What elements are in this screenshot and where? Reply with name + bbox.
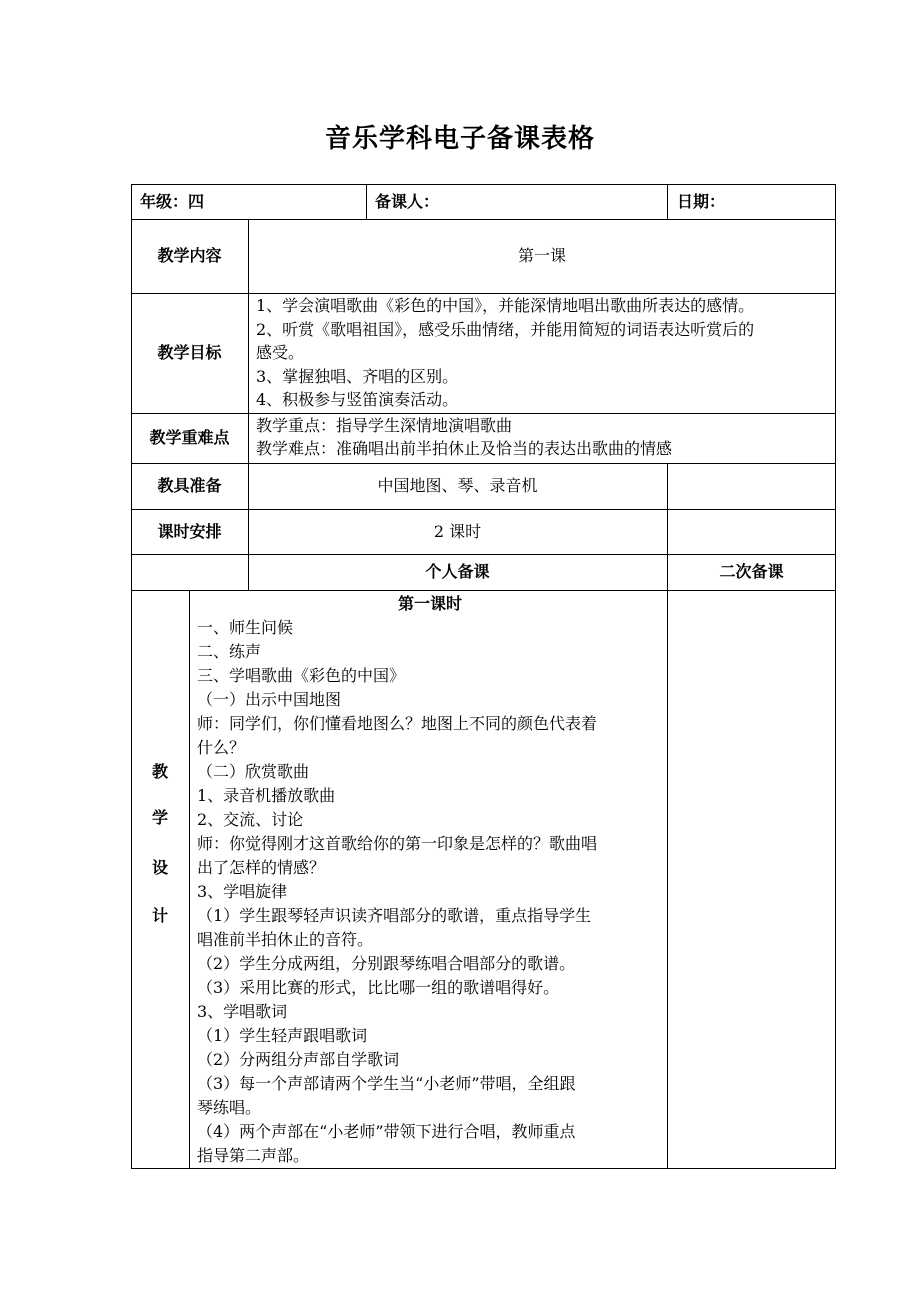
grade-label: 年级：四: [140, 191, 205, 211]
goals-text: [256, 294, 832, 412]
design-line: （3）每一个声部请两个学生当“小老师”带唱，全组跟: [197, 1074, 576, 1093]
tools-label: 教具准备: [157, 476, 222, 495]
design-line: 什么？: [197, 738, 246, 757]
design-line: （2）学生分成两组，分别跟琴练唱合唱部分的歌谱。: [197, 954, 576, 973]
design-line: （二）欣赏歌曲: [197, 762, 310, 781]
goal-line: 2、听赏《歌唱祖国》，感受乐曲情绪，并能用简短的词语表达听赏后的: [256, 319, 755, 339]
design-line: 师：同学们，你们懂看地图么？地图上不同的颜色代表着: [197, 714, 598, 733]
design-line: 三、学唱歌曲《彩色的中国》: [197, 666, 406, 685]
design-line: 二、练声: [197, 642, 262, 661]
page-title: 音乐学科电子备课表格: [324, 124, 595, 154]
design-heading: 第一课时: [397, 594, 462, 613]
key-point-line: 教学重点：指导学生深情地演唱歌曲: [256, 416, 513, 435]
design-content: [197, 592, 663, 1167]
goal-line: 感受。: [256, 343, 305, 362]
col-divider: [189, 590, 190, 1169]
personal-prep-label: 个人备课: [425, 562, 490, 581]
key-points-label: 教学重难点: [149, 428, 230, 447]
design-line: 3、学唱歌词: [197, 1002, 288, 1021]
design-label: [131, 590, 189, 1169]
design-char: 设: [151, 858, 168, 877]
hours-value: 2 课时: [433, 521, 482, 541]
design-char: 教: [151, 762, 168, 781]
row-divider: [131, 590, 836, 591]
hours-label: 课时安排: [157, 521, 222, 541]
design-line: 1、录音机播放歌曲: [197, 786, 336, 805]
key-points-text: [256, 414, 832, 462]
goal-line: 3、掌握独唱、齐唱的区别。: [256, 366, 459, 386]
content-value: 第一课: [517, 246, 566, 265]
col-divider: [667, 184, 668, 219]
secondary-prep-label: 二次备课: [719, 562, 784, 581]
design-line: 师：你觉得刚才这首歌给你的第一印象是怎样的？歌曲唱: [197, 834, 598, 853]
design-line: （1）学生跟琴轻声识读齐唱部分的歌谱，重点指导学生: [197, 906, 592, 925]
design-line: 琴练唱。: [197, 1098, 262, 1117]
design-line: （1）学生轻声跟唱歌词: [197, 1026, 368, 1045]
key-point-line: 教学难点：准确唱出前半拍休止及恰当的表达出歌曲的情感: [256, 439, 673, 458]
design-line: 指导第二声部。: [197, 1146, 310, 1165]
preparer-label: 备课人：: [375, 191, 440, 211]
design-line: （4）两个声部在“小老师”带领下进行合唱，教师重点: [197, 1122, 576, 1141]
content-label: 教学内容: [157, 246, 222, 265]
goal-line: 1、学会演唱歌曲《彩色的中国》，并能深情地唱出歌曲所表达的感情。: [256, 296, 755, 315]
design-line: （2）分两组分声部自学歌词: [197, 1050, 400, 1069]
design-line: 出了怎样的情感？: [197, 858, 326, 877]
goal-line: 4、积极参与竖笛演奏活动。: [256, 390, 459, 409]
design-line: （3）采用比赛的形式，比比哪一组的歌谱唱得好。: [197, 978, 560, 997]
goals-label: 教学目标: [157, 343, 222, 362]
date-label: 日期：: [677, 191, 726, 211]
tools-value: 中国地图、琴、录音机: [377, 476, 538, 495]
col-divider: [366, 184, 367, 219]
design-line: 唱准前半拍休止的音符。: [197, 930, 374, 949]
design-line: 2、交流、讨论: [197, 810, 304, 829]
design-char: 计: [151, 906, 168, 925]
design-line: 3、学唱旋律: [197, 882, 288, 901]
design-line: （一）出示中国地图: [197, 690, 342, 709]
design-char: 学: [151, 808, 168, 827]
design-line: 一、师生问候: [197, 618, 294, 637]
